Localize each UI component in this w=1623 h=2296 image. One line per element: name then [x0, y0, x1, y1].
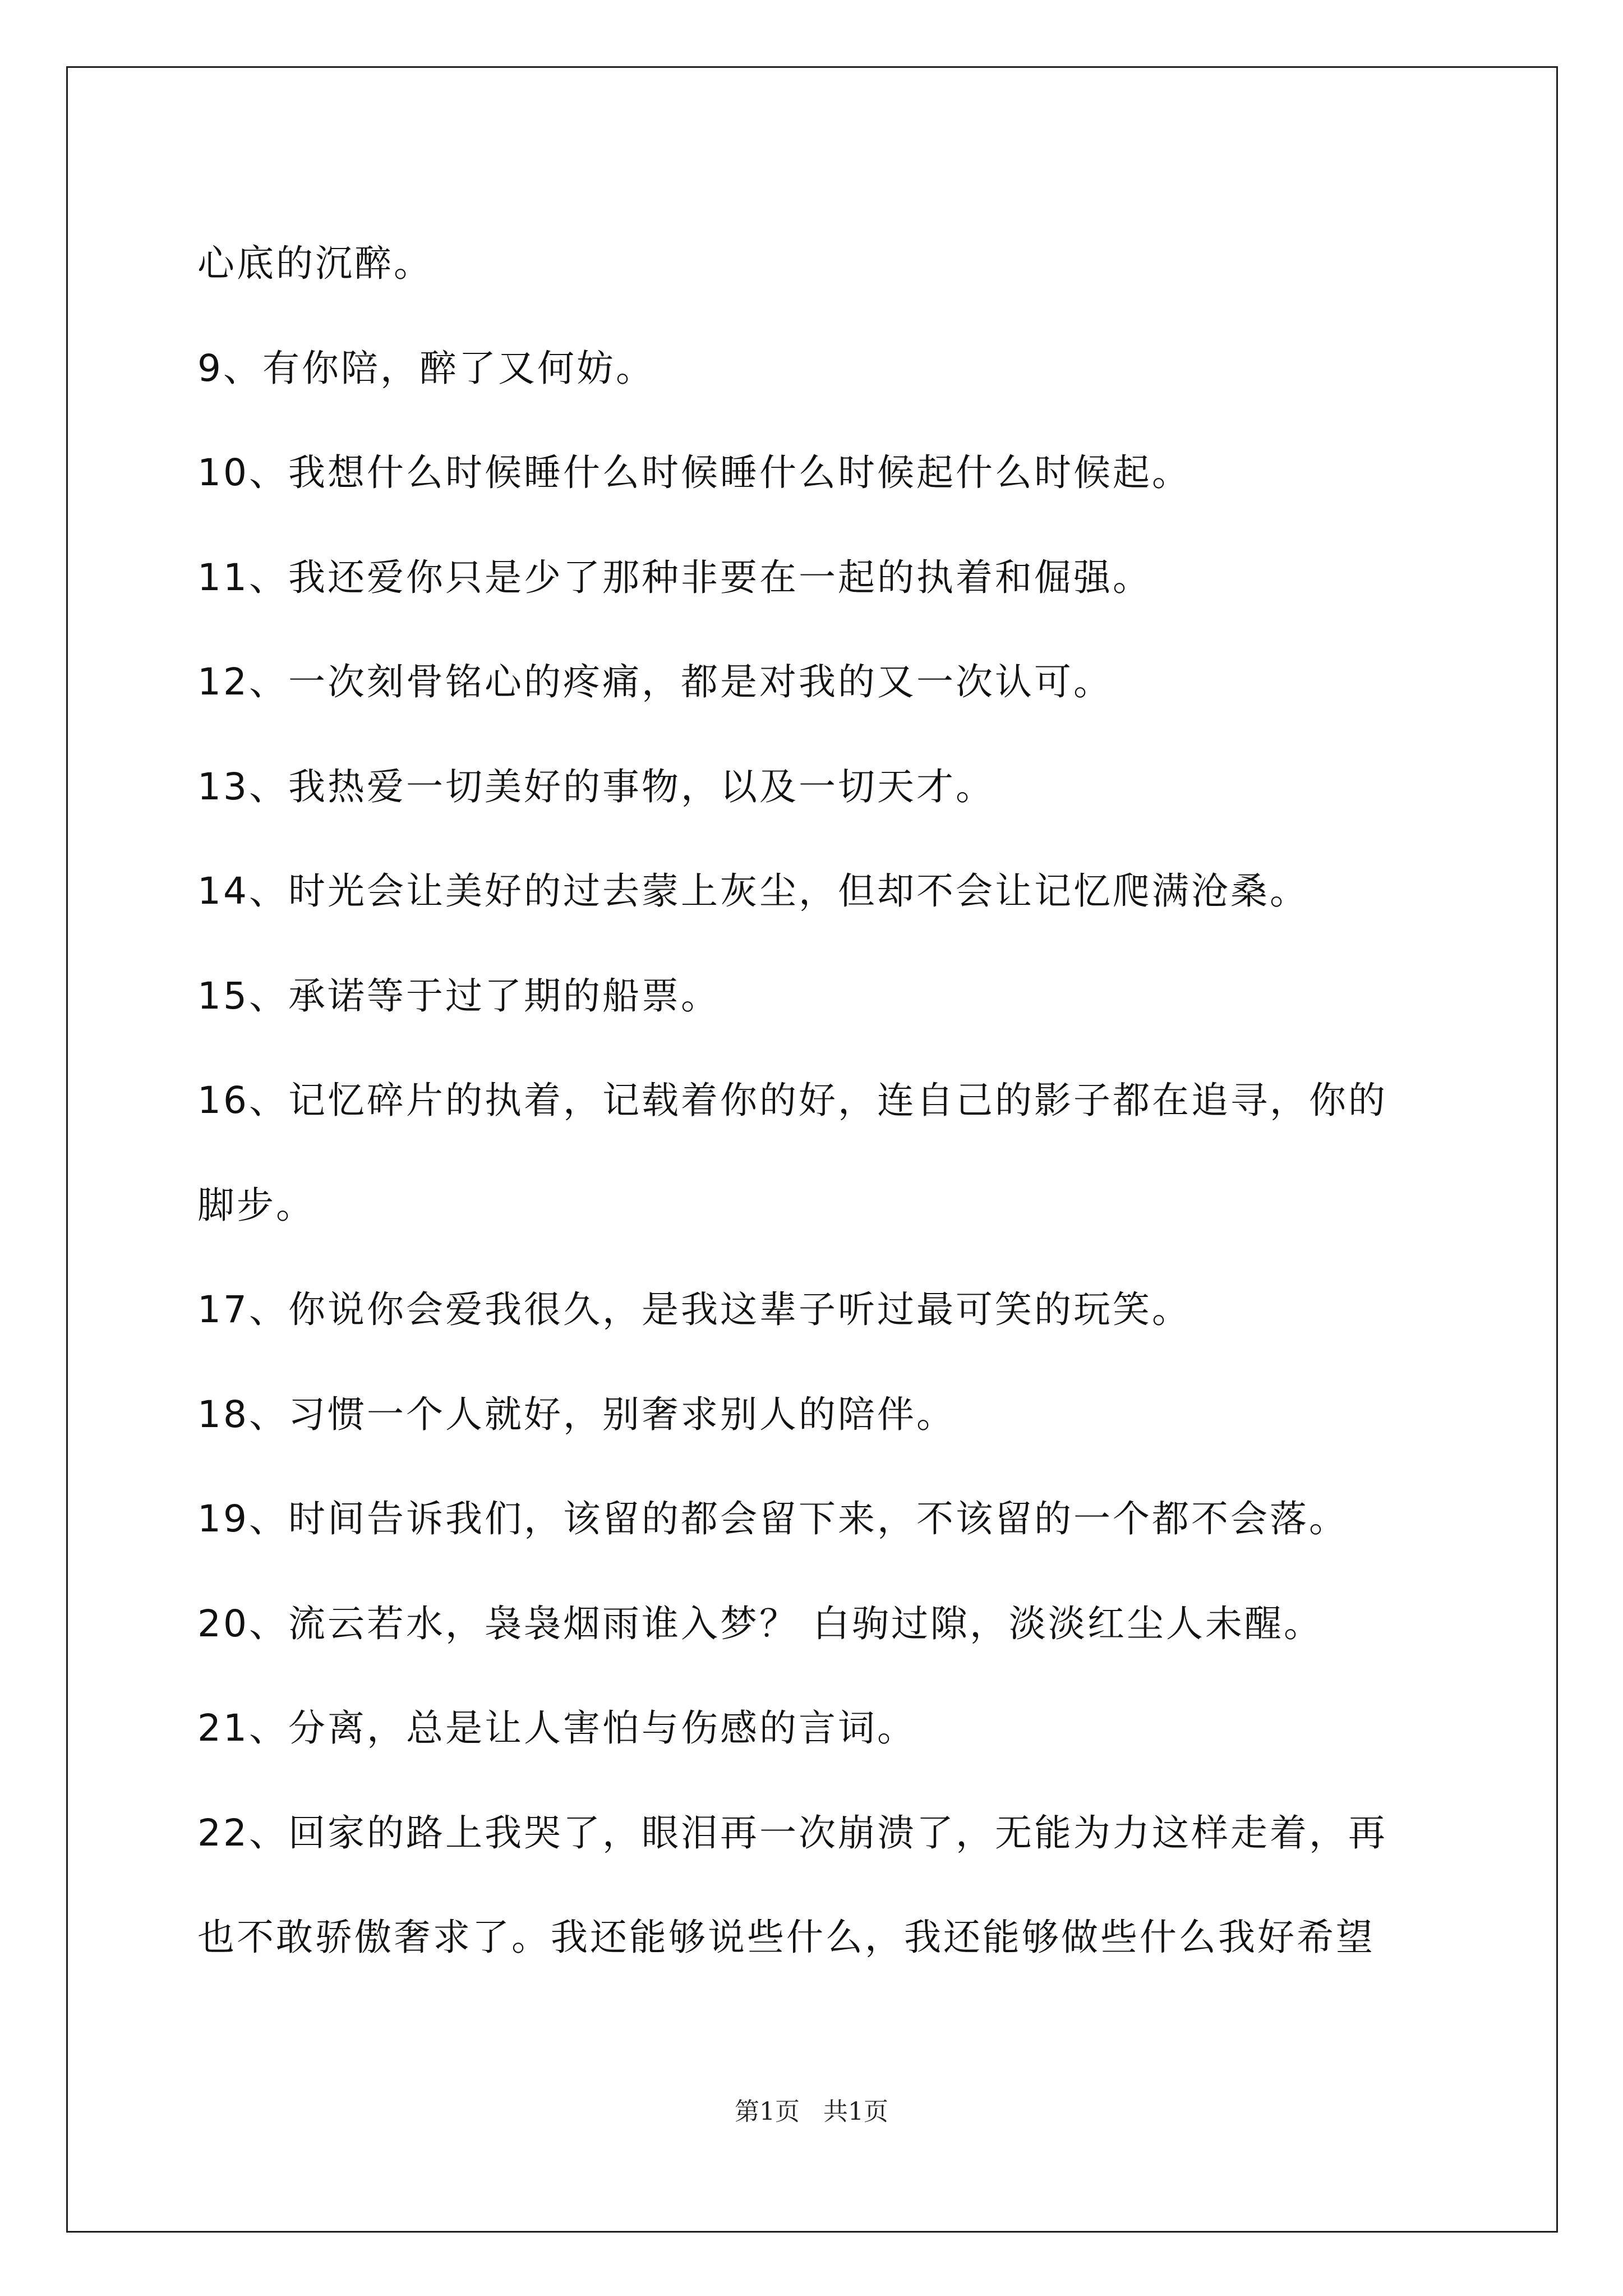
document-body: [197, 211, 1442, 1990]
text-line: 也不敢骄傲奢求了。我还能够说些什么，我还能够做些什么我好希望: [197, 1916, 1375, 1959]
text-line: 17、你说你会爱我很久，是我这辈子听过最可笑的玩笑。: [197, 1288, 1191, 1331]
text-line: 9、有你陪，醉了又何妨。: [197, 346, 655, 390]
page-footer: 第1页 共1页: [735, 2097, 888, 2126]
text-line: 13、我热爱一切美好的事物，以及一切天才。: [197, 765, 995, 808]
text-line: 12、一次刻骨铭心的疼痛，都是对我的又一次认可。: [197, 660, 1113, 703]
text-line: 22、回家的路上我哭了，眼泪再一次崩溃了，无能为力这样走着，再: [197, 1811, 1387, 1855]
text-line: 14、时光会让美好的过去蒙上灰尘，但却不会让记忆爬满沧桑。: [197, 869, 1309, 913]
text-line: 10、我想什么时候睡什么时候睡什么时候起什么时候起。: [197, 451, 1191, 494]
text-line: 16、记忆碎片的执着，记载着你的好，连自己的影子都在追寻，你的: [197, 1079, 1387, 1122]
text-line: 19、时间告诉我们，该留的都会留下来，不该留的一个都不会落。: [197, 1497, 1348, 1540]
text-line: 脚步。: [197, 1183, 315, 1227]
text-line: 21、分离，总是让人害怕与伤感的言词。: [197, 1706, 916, 1750]
text-line: 心底的沉醉。: [197, 242, 433, 285]
text-line: 11、我还爱你只是少了那种非要在一起的执着和倔强。: [197, 555, 1152, 599]
text-line: 15、承诺等于过了期的船票。: [197, 974, 720, 1018]
text-line: 20、流云若水，袅袅烟雨谁入梦？ 白驹过隙，淡淡红尘人未醒。: [197, 1602, 1323, 1645]
text-line: 18、习惯一个人就好，别奢求别人的陪伴。: [197, 1392, 956, 1436]
